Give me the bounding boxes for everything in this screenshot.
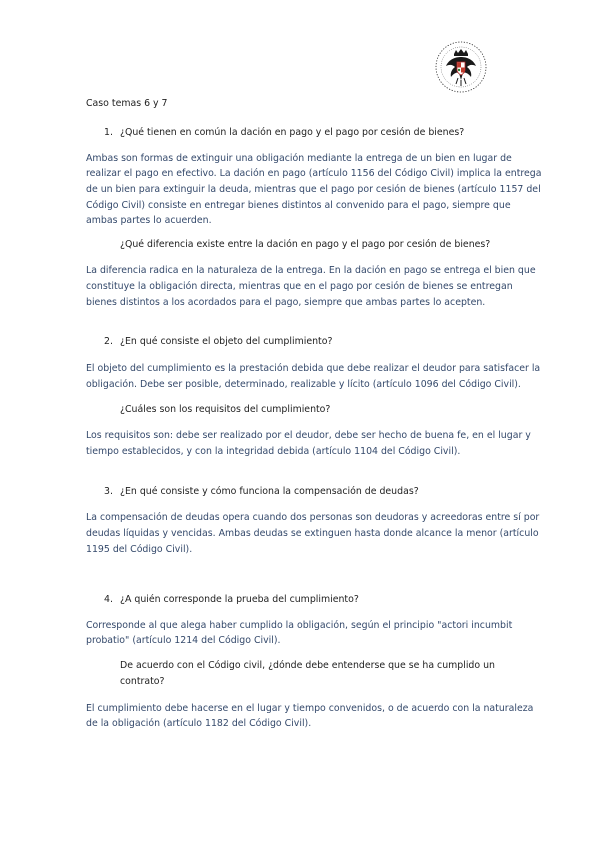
question-1: ¿Qué tienen en común la dación en pago y el pago por cesión de bienes? [120,127,465,138]
answer-line: Los requisitos son: debe ser realizado por el deudor, debe ser hecho de buena fe, en el lugar y [86,430,531,441]
university-seal-logo [434,40,488,94]
answer-line: realizar el pago en efectivo. La dación en pago (artículo 1156 del Código Civil) implica la entrega [86,168,542,179]
answer-line: probatio" (artículo 1214 del Código Civil). [86,635,281,646]
document-heading: Caso temas 6 y 7 [86,98,168,109]
answer-line: Código Civil) consiste en entregar bienes distintos al convenido para el pago, siempre que [86,200,511,211]
sub-question: ¿Qué diferencia existe entre la dación en pago y el pago por cesión de bienes? [120,239,491,250]
answer-line: de un bien para extinguir la deuda, mientras que el pago por cesión de bienes (artículo 1157 del [86,184,541,195]
answer-line: El objeto del cumplimiento es la prestación debida que debe realizar el deudor para satisfacer la [86,363,541,374]
answer-line: de la obligación (artículo 1182 del Código Civil). [86,718,312,729]
question-number: 1. [104,127,113,138]
sub-question: contrato? [120,676,165,687]
answer-line: 1195 del Código Civil). [86,544,193,555]
answer-line: constituye la obligación directa, mientras que en el pago por cesión de bienes se entregan [86,281,513,292]
question-2: ¿En qué consiste el objeto del cumplimiento? [120,336,333,347]
answer-line: bienes distintos a los acordados para el pago, siempre que ambas partes lo acepten. [86,297,486,308]
answer-line: deudas líquidas y vencidas. Ambas deudas se extinguen hasta donde alcance la menor (artículo [86,528,539,539]
answer-line: ambas partes lo acuerden. [86,215,212,226]
answer-line: obligación. Debe ser posible, determinado, realizable y lícito (artículo 1096 del Código Civil). [86,379,521,390]
question-number: 3. [104,486,113,497]
question-4: ¿A quién corresponde la prueba del cumplimiento? [120,594,359,605]
sub-question: De acuerdo con el Código civil, ¿dónde debe entenderse que se ha cumplido un [120,660,495,671]
answer-line: El cumplimiento debe hacerse en el lugar y tiempo convenidos, o de acuerdo con la naturaleza [86,703,534,714]
answer-line: tiempo establecidos, y con la integridad debida (artículo 1104 del Código Civil). [86,446,461,457]
answer-line: La diferencia radica en la naturaleza de la entrega. En la dación en pago se entrega el bien que [86,265,536,276]
sub-question: ¿Cuáles son los requisitos del cumplimiento? [120,404,331,415]
answer-line: Corresponde al que alega haber cumplido la obligación, según el principio "actori incumbit [86,620,513,631]
question-3: ¿En qué consiste y cómo funciona la compensación de deudas? [120,486,419,497]
question-number: 2. [104,336,113,347]
question-number: 4. [104,594,113,605]
answer-line: Ambas son formas de extinguir una obligación mediante la entrega de un bien en lugar de [86,153,512,164]
answer-line: La compensación de deudas opera cuando dos personas son deudoras y acreedoras entre sí por [86,512,540,523]
